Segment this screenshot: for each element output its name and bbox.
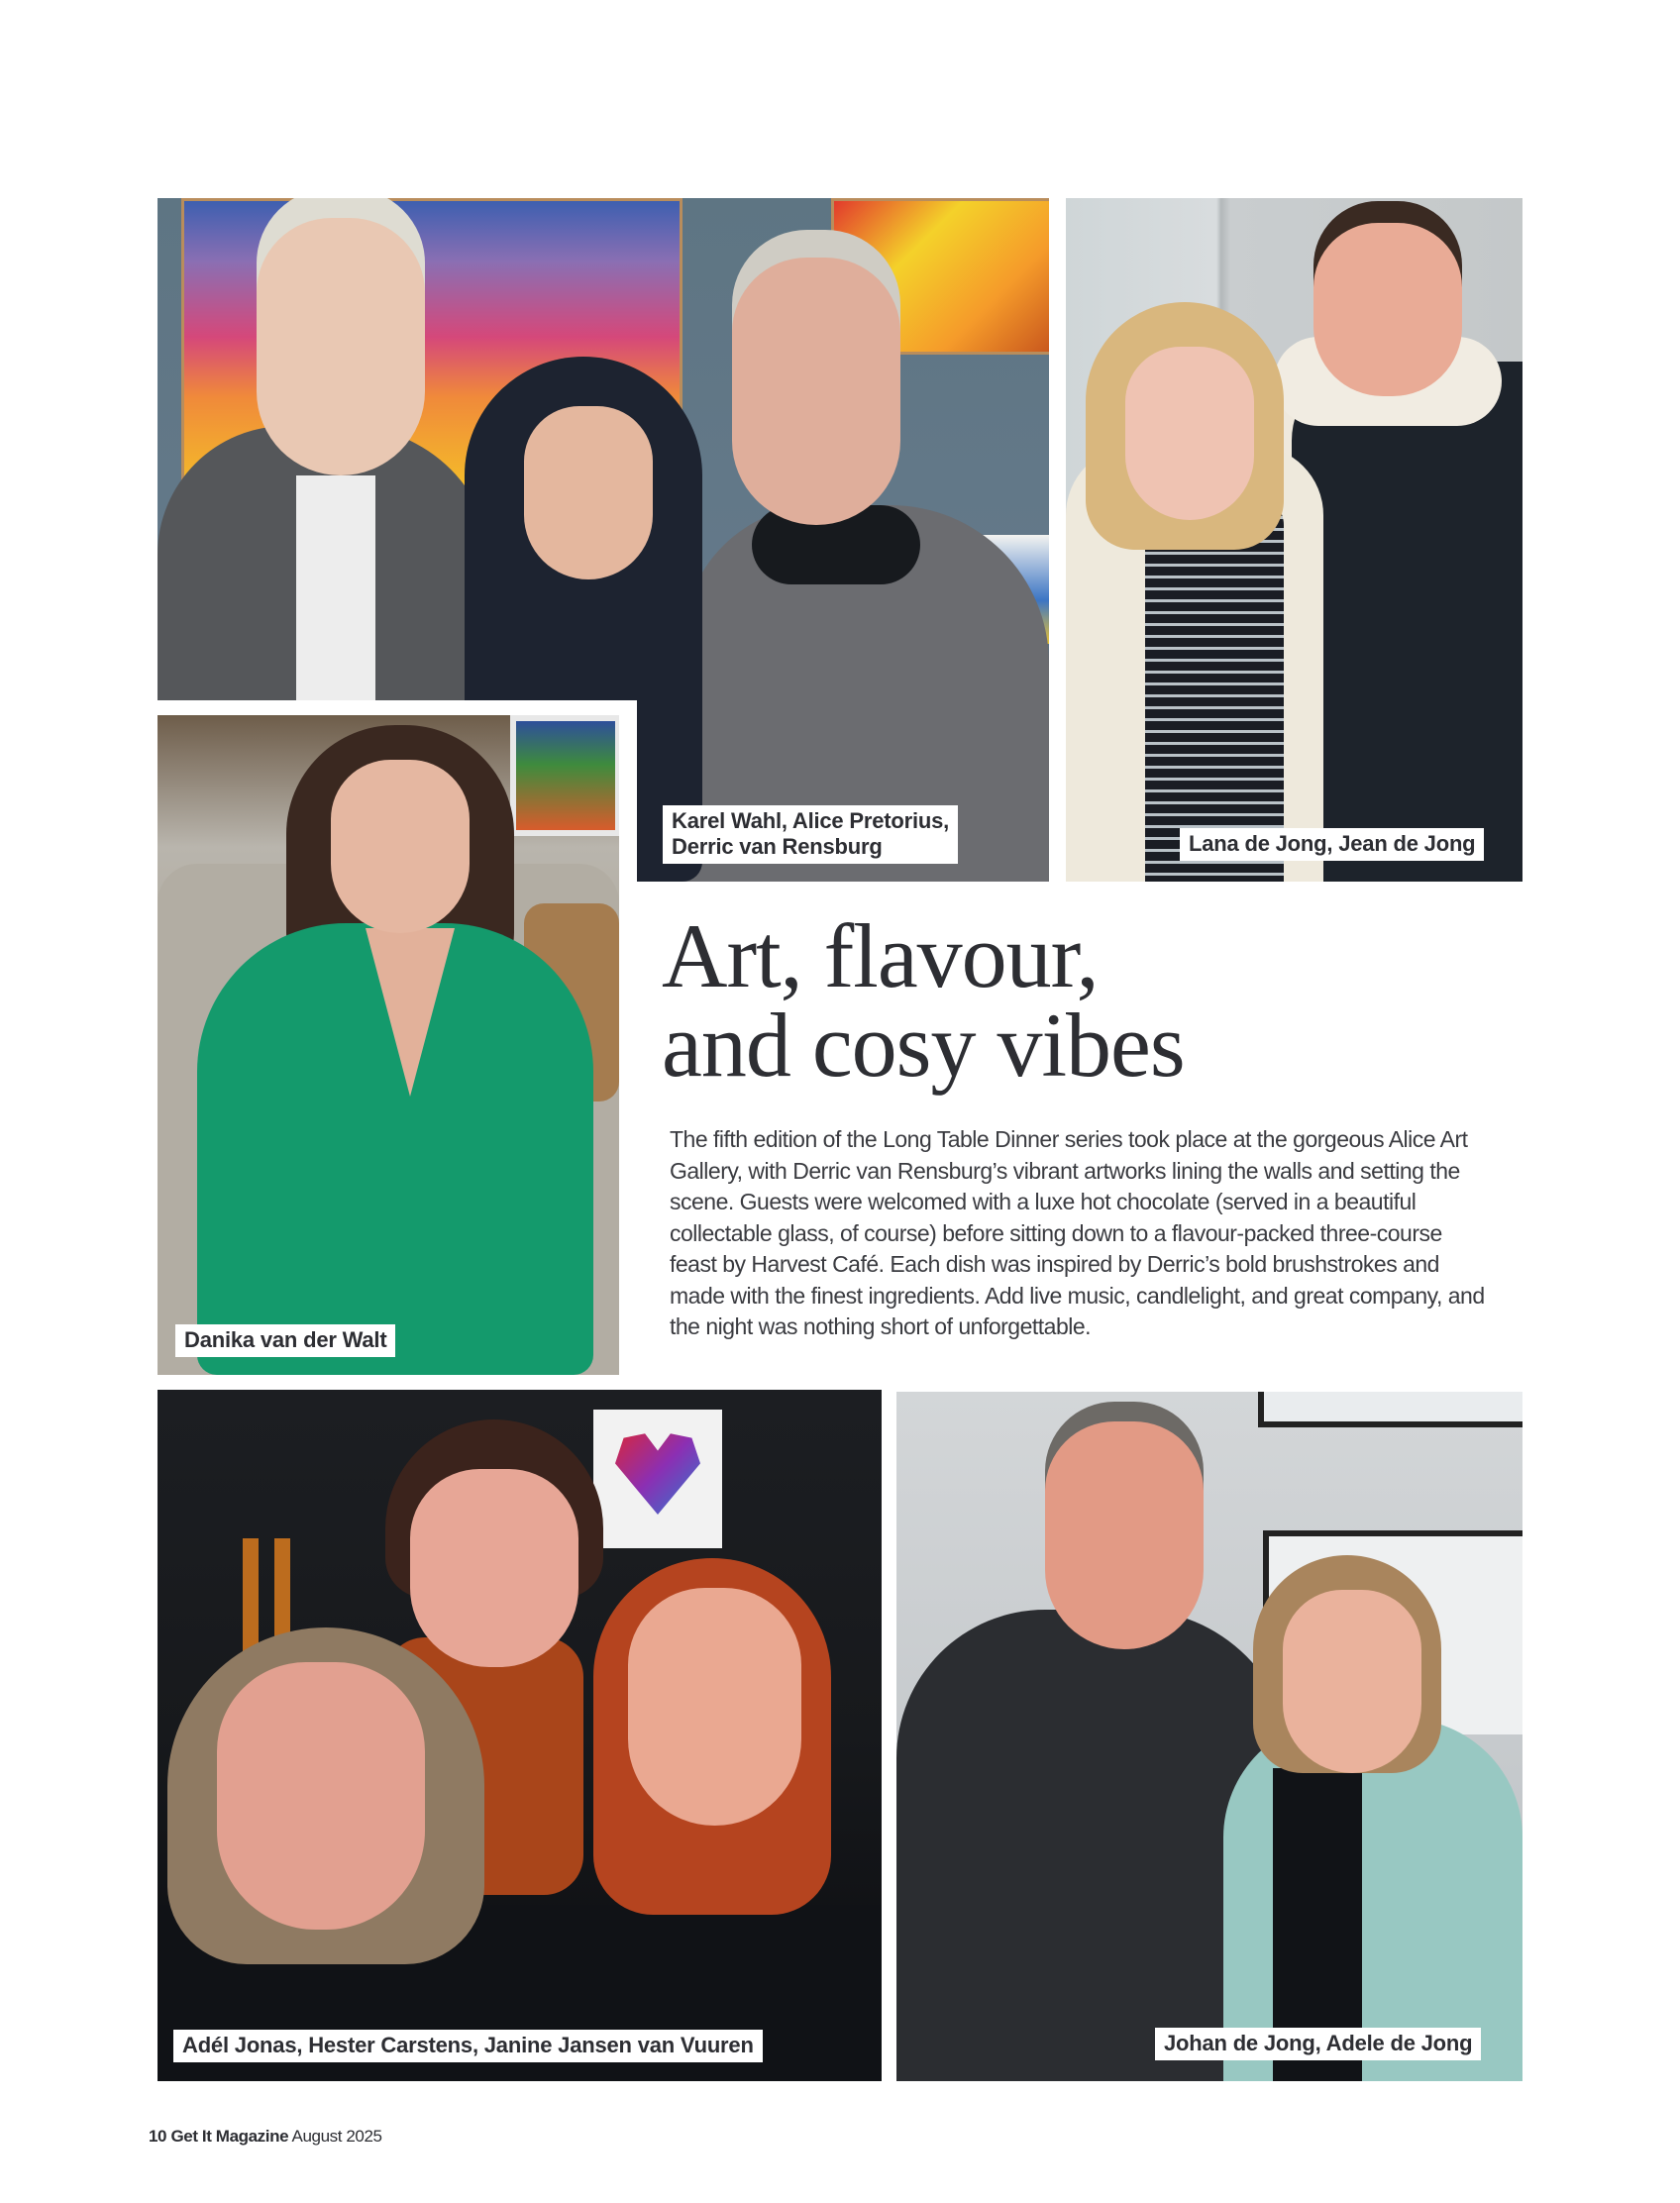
face — [1313, 223, 1462, 396]
photo-caption: Adél Jonas, Hester Carstens, Janine Jansen van Vuuren — [173, 2030, 763, 2062]
issue-date: August 2025 — [291, 2127, 382, 2146]
article-body: The fifth edition of the Long Table Dinner series took place at the gorgeous Alice Art Gallery, with Derric van Rensburg’s vibrant artworks lining the walls and setting the scene. Guests were welcomed with a luxe hot chocolate (served in a beautiful collectable glass, of course) before sitting down to a flavour-packed three-course feast by Harvest Café. Each dish was inspired by Derric’s bold brushstrokes and made with the finest ingredients. Add live music, candlelight, and great company, and the night was nothing short of unforgettable. — [670, 1126, 1485, 1339]
face — [1125, 347, 1254, 520]
face — [1045, 1421, 1204, 1649]
headline-line: Art, flavour, — [662, 905, 1099, 1006]
photo-three-women — [158, 1390, 882, 2081]
page-number: 10 — [149, 2127, 167, 2146]
caption-line: Karel Wahl, Alice Pretorius, — [672, 808, 950, 833]
face — [732, 258, 900, 525]
photo-caption: Lana de Jong, Jean de Jong — [1180, 828, 1484, 861]
photo-couple-johan-adele — [896, 1392, 1522, 2081]
face — [217, 1662, 425, 1930]
face — [1283, 1590, 1421, 1773]
photo-caption — [663, 805, 958, 864]
publication-name: Get It Magazine — [170, 2127, 289, 2146]
article-headline — [662, 905, 1355, 1096]
striped-top — [1145, 495, 1284, 882]
photo-caption: Johan de Jong, Adele de Jong — [1155, 2028, 1481, 2060]
face — [331, 760, 470, 933]
photo-caption: Danika van der Walt — [175, 1324, 395, 1357]
painting-framed — [510, 715, 619, 836]
photo-couple-lana-jean — [1066, 198, 1522, 882]
page-folio — [149, 2127, 382, 2147]
face — [628, 1588, 801, 1826]
photo-danika-van-der-walt — [158, 715, 619, 1375]
face — [257, 218, 425, 475]
headline-line: and cosy vibes — [662, 995, 1185, 1096]
face — [410, 1469, 578, 1667]
face — [524, 406, 653, 579]
caption-line: Derric van Rensburg — [672, 834, 883, 859]
picture-frame — [1258, 1392, 1522, 1427]
